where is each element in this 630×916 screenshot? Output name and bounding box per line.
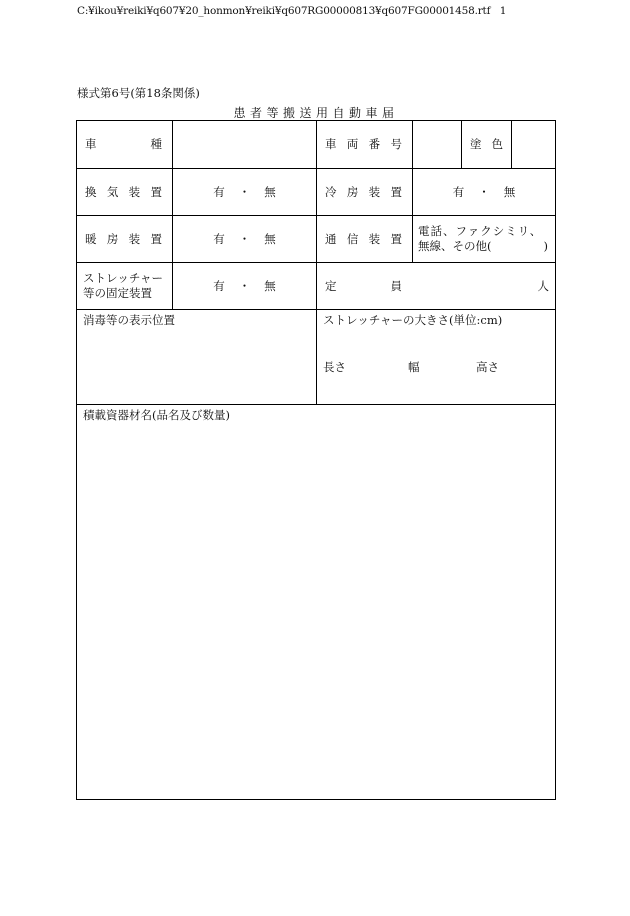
stretcher-size[interactable]: ストレッチャーの大きさ(単位:cm) xyxy=(323,313,503,327)
vehicle-type-field[interactable] xyxy=(173,121,316,168)
capacity-label: 定 員 xyxy=(325,278,402,293)
stretcher-fixing-value[interactable]: 有・無 xyxy=(213,278,290,293)
form-title: 患者等搬送用自動車届 xyxy=(233,106,399,120)
paint-color-label: 塗 色 xyxy=(470,137,503,151)
communication-label: 通 信 装 置 xyxy=(325,231,402,246)
registration-form-table: 車 種 車 両 番 号 塗 色 換 気 装 置 有・無 冷 房 装 置 有・無 暖 房 装 置 有・無 通 信 装 置 電話、ファクシミリ、 無線、その他( ) ストレッチャー 等の固定装置 有・無 定 員 人 消毒等の表示位置 ストレッチャーの大きさ(単位:cm) 長さ 幅 高さ 積載資器材名(品名及び数量) xyxy=(76,120,556,800)
vehicle-number-field[interactable] xyxy=(413,121,461,168)
vehicle-type-label: 車 種 xyxy=(85,137,162,151)
communication-value[interactable]: 電話、ファクシミリ、 無線、その他( ) xyxy=(418,224,548,253)
heating-label: 暖 房 装 置 xyxy=(85,231,162,246)
capacity-value[interactable]: 人 xyxy=(537,278,549,293)
loaded-equipment[interactable]: 積載資器材名(品名及び数量) xyxy=(83,408,230,422)
cooling-value[interactable]: 有・無 xyxy=(452,184,530,199)
file-path-header: C:¥ikou¥reiki¥q607¥20_honmon¥reiki¥q607RG00000813¥q607FG00001458.rtf 1 xyxy=(77,5,507,17)
vehicle-number-label: 車 両 番 号 xyxy=(325,137,402,151)
paint-color-field[interactable] xyxy=(512,121,555,168)
cooling-label: 冷 房 装 置 xyxy=(325,184,402,199)
heating-value[interactable]: 有・無 xyxy=(213,231,290,246)
ventilation-label: 換 気 装 置 xyxy=(85,184,162,199)
page-number: 1 xyxy=(499,5,507,17)
disinfection-display-position[interactable]: 消毒等の表示位置 xyxy=(83,313,175,327)
form-number-label: 様式第6号(第18条関係) xyxy=(77,86,200,100)
stretcher-fixing-label: ストレッチャー 等の固定装置 xyxy=(83,271,164,300)
ventilation-value[interactable]: 有・無 xyxy=(213,184,290,199)
